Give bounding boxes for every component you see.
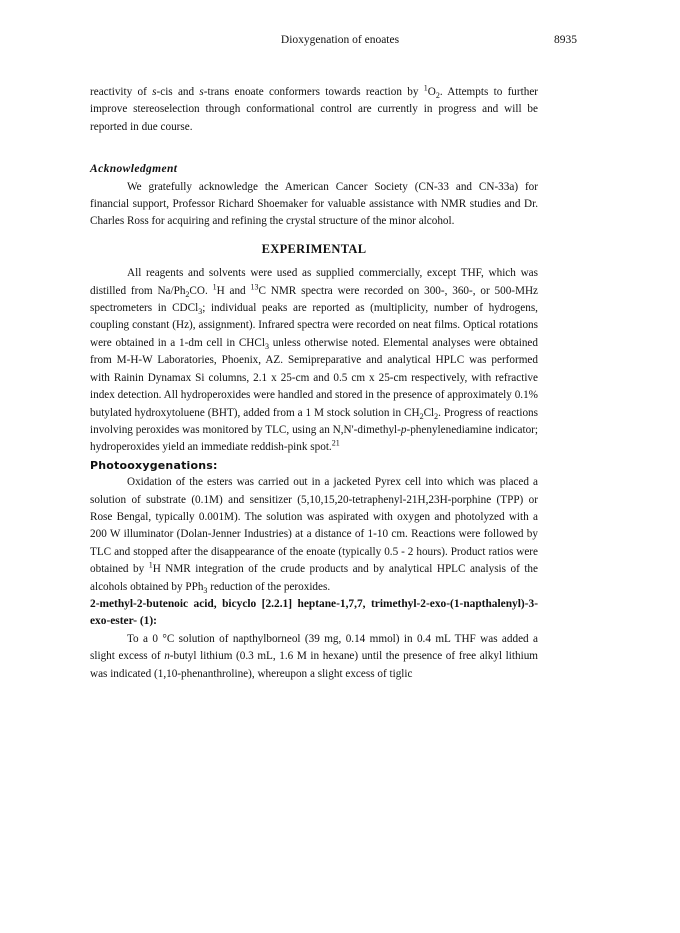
compound-heading: 2-methyl-2-butenoic acid, bicyclo [2.2.1] heptane-1,7,7, trimethyl-2-exo-(1-napthalenyl)-3-exo-ester- (1): xyxy=(90,597,538,628)
compound-procedure-paragraph: To a 0 °C solution of napthylborneol (39 mg, 0.14 mmol) in 0.4 mL THF was added a slight excess of n-butyl lithium (0.3 mL, 1.6 M in hexane) until the presence of free alkyl lithium was indicated (1,10-phenanthroline), whereupon a slight excess of tiglic xyxy=(90,632,538,680)
running-header xyxy=(0,34,680,52)
photooxygenations-heading: Photooxygenations: xyxy=(90,458,218,472)
page-number: 8935 xyxy=(554,34,577,46)
running-title: Dioxygenation of enoates xyxy=(280,34,400,46)
photooxygenations-paragraph: Oxidation of the esters was carried out in a jacketed Pyrex cell into which was placed a solution of substrate (0.1M) and sensitizer (5,10,15,20-tetraphenyl-21H,23H-porphine (TPP) or Rose Bengal, typically 0.001M). The solution was aspirated with oxygen and photolyzed with a 200 W illuminator (Dolan-Jenner Industries) at a distance of 1-10 cm. Reactions were followed by TLC and stopped after the disappearance of the enoate (typically 0.5 - 2 hours). Product ratios were obtained by $^1$H NMR integration of the crude products and by analytical HPLC analysis of the alcohols obtained by PPh$_3$ reduction of the peroxides. xyxy=(90,476,538,595)
acknowledgment-heading: Acknowledgment xyxy=(90,163,178,176)
intro-paragraph: reactivity of s-cis and s-trans enoate conformers towards reaction by $^1O_2$. Attempts to further improve stereoselection through conformational control are currently in progress and will be reported in due course. xyxy=(90,83,539,133)
acknowledgment-paragraph: We gratefully acknowledge the American Cancer Society (CN-33 and CN-33a) for financial support, Professor Richard Shoemaker for valuable assistance with NMR studies and Dr. Charles Ross for acquiring and refining the crystal structure of the minor alcohol. xyxy=(90,180,538,228)
page-body xyxy=(90,84,538,683)
experimental-heading: EXPERIMENTAL xyxy=(261,241,367,256)
experimental-paragraph: All reagents and solvents were used as supplied commercially, except THF, which was distilled from $Na/Ph_2CO$. $^1$H and $^{13}$C NMR spectra were recorded on 300-, 360-, or 500-MHz spectrometers in CDCl$_3$; individual peaks are reported as (multiplicity, number of hydrogens, coupling constant (Hz), assignment). Infrared spectra were recorded on neat films. Optical rotations were obtained in a 1-dm cell in CHCl$_3$ unless otherwise noted. Elemental analyses were obtained from M-H-W Laboratories, Phoenix, AZ. Semipreparative and analytical HPLC was performed with Rainin Dynamax Si columns, 2.1 x 25-cm and 0.5 cm x 25-cm respectively, with refractive index detection. All hydroperoxides were handled and stored in the presence of approximately 0.1% butylated hydroxytoluene (BHT), added from a 1 M stock solution in $CH_2Cl_2$. Progress of reactions involving peroxides was monitored by TLC, using an N,N'-dimethyl-p-phenylenediamine indicator; hydroperoxides yield an immediate reddish-pink spot.$^{21}$ xyxy=(90,267,539,454)
